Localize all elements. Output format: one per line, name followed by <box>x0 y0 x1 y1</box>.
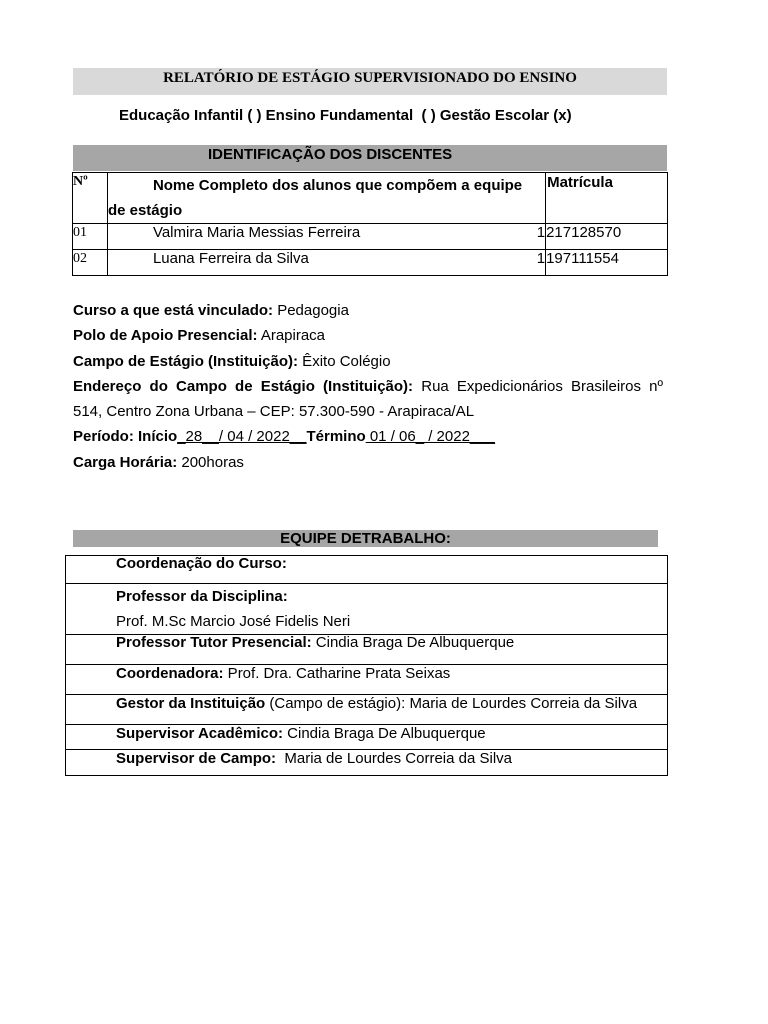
column-matricula: Matrícula <box>546 173 668 224</box>
tutor-cell: Professor Tutor Presencial: Cindia Braga De Albuquerque <box>66 635 668 665</box>
supervisor-academico-cell: Supervisor Acadêmico: Cindia Braga De Albuquerque <box>66 725 668 750</box>
row-matricula: 217128570 <box>546 224 668 250</box>
row-name: Luana Ferreira da Silva 1 <box>107 250 545 276</box>
column-name: Nome Completo dos alunos que compõem a equipe de estágio <box>107 173 545 224</box>
campo-line: Campo de Estágio (Instituição): Êxito Colégio <box>73 352 391 370</box>
curso-line: Curso a que está vinculado: Pedagogia <box>73 302 349 319</box>
table-row <box>66 665 668 695</box>
students-table-header-row <box>73 173 668 224</box>
row-num: 02 <box>73 250 108 276</box>
students-table <box>72 172 668 276</box>
table-row <box>66 750 668 776</box>
table-row <box>66 584 668 635</box>
column-num: Nº <box>73 173 108 224</box>
coordenacao-cell: Coordenação do Curso: <box>66 556 668 584</box>
table-row <box>66 725 668 750</box>
row-num: 01 <box>73 224 108 250</box>
professor-cell: Professor da Disciplina: Prof. M.Sc Marcio José Fidelis Neri <box>66 584 668 635</box>
gestor-cell: Gestor da Instituição (Campo de estágio): Maria de Lourdes Correia da Silva <box>66 695 668 725</box>
polo-line: Polo de Apoio Presencial: Arapiraca <box>73 327 326 345</box>
supervisor-campo-cell: Supervisor de Campo: Maria de Lourdes Correia da Silva <box>66 750 668 776</box>
row-matricula-first-digit: 1 <box>536 224 546 241</box>
team-table <box>65 555 668 776</box>
carga-line: Carga Horária: 200horas <box>73 453 244 471</box>
row-matricula-first-digit: 1 <box>536 250 546 267</box>
team-section-header: EQUIPE DETRABALHO: <box>73 530 658 547</box>
table-row <box>66 556 668 584</box>
table-row <box>73 224 668 250</box>
students-section-title: IDENTIFICAÇÃO DOS DISCENTES <box>208 146 453 163</box>
row-name: Valmira Maria Messias Ferreira 1 <box>107 224 545 250</box>
report-title: RELATÓRIO DE ESTÁGIO SUPERVISIONADO DO ENSINO <box>73 68 667 95</box>
endereco-line: Endereço do Campo de Estágio (Instituição): Rua Expedicionários Brasileiros nº <box>73 377 663 395</box>
coordenadora-cell: Coordenadora: Prof. Dra. Catharine Prata Seixas <box>66 665 668 695</box>
endereco-line-2: 514, Centro Zona Urbana – CEP: 57.300-590 - Arapiraca/AL <box>73 403 475 421</box>
table-row <box>66 695 668 725</box>
table-row <box>73 250 668 276</box>
table-row <box>66 635 668 665</box>
row-matricula: 197111554 <box>546 250 668 276</box>
periodo-line: Período: Início_28__/ 04 / 2022__Término 01 / 06_ / 2022___ <box>73 428 495 446</box>
education-level-options: Educação Infantil ( ) Ensino Fundamental ( ) Gestão Escolar (x) <box>119 107 572 124</box>
students-section-header <box>73 145 667 171</box>
internship-info <box>73 298 663 475</box>
